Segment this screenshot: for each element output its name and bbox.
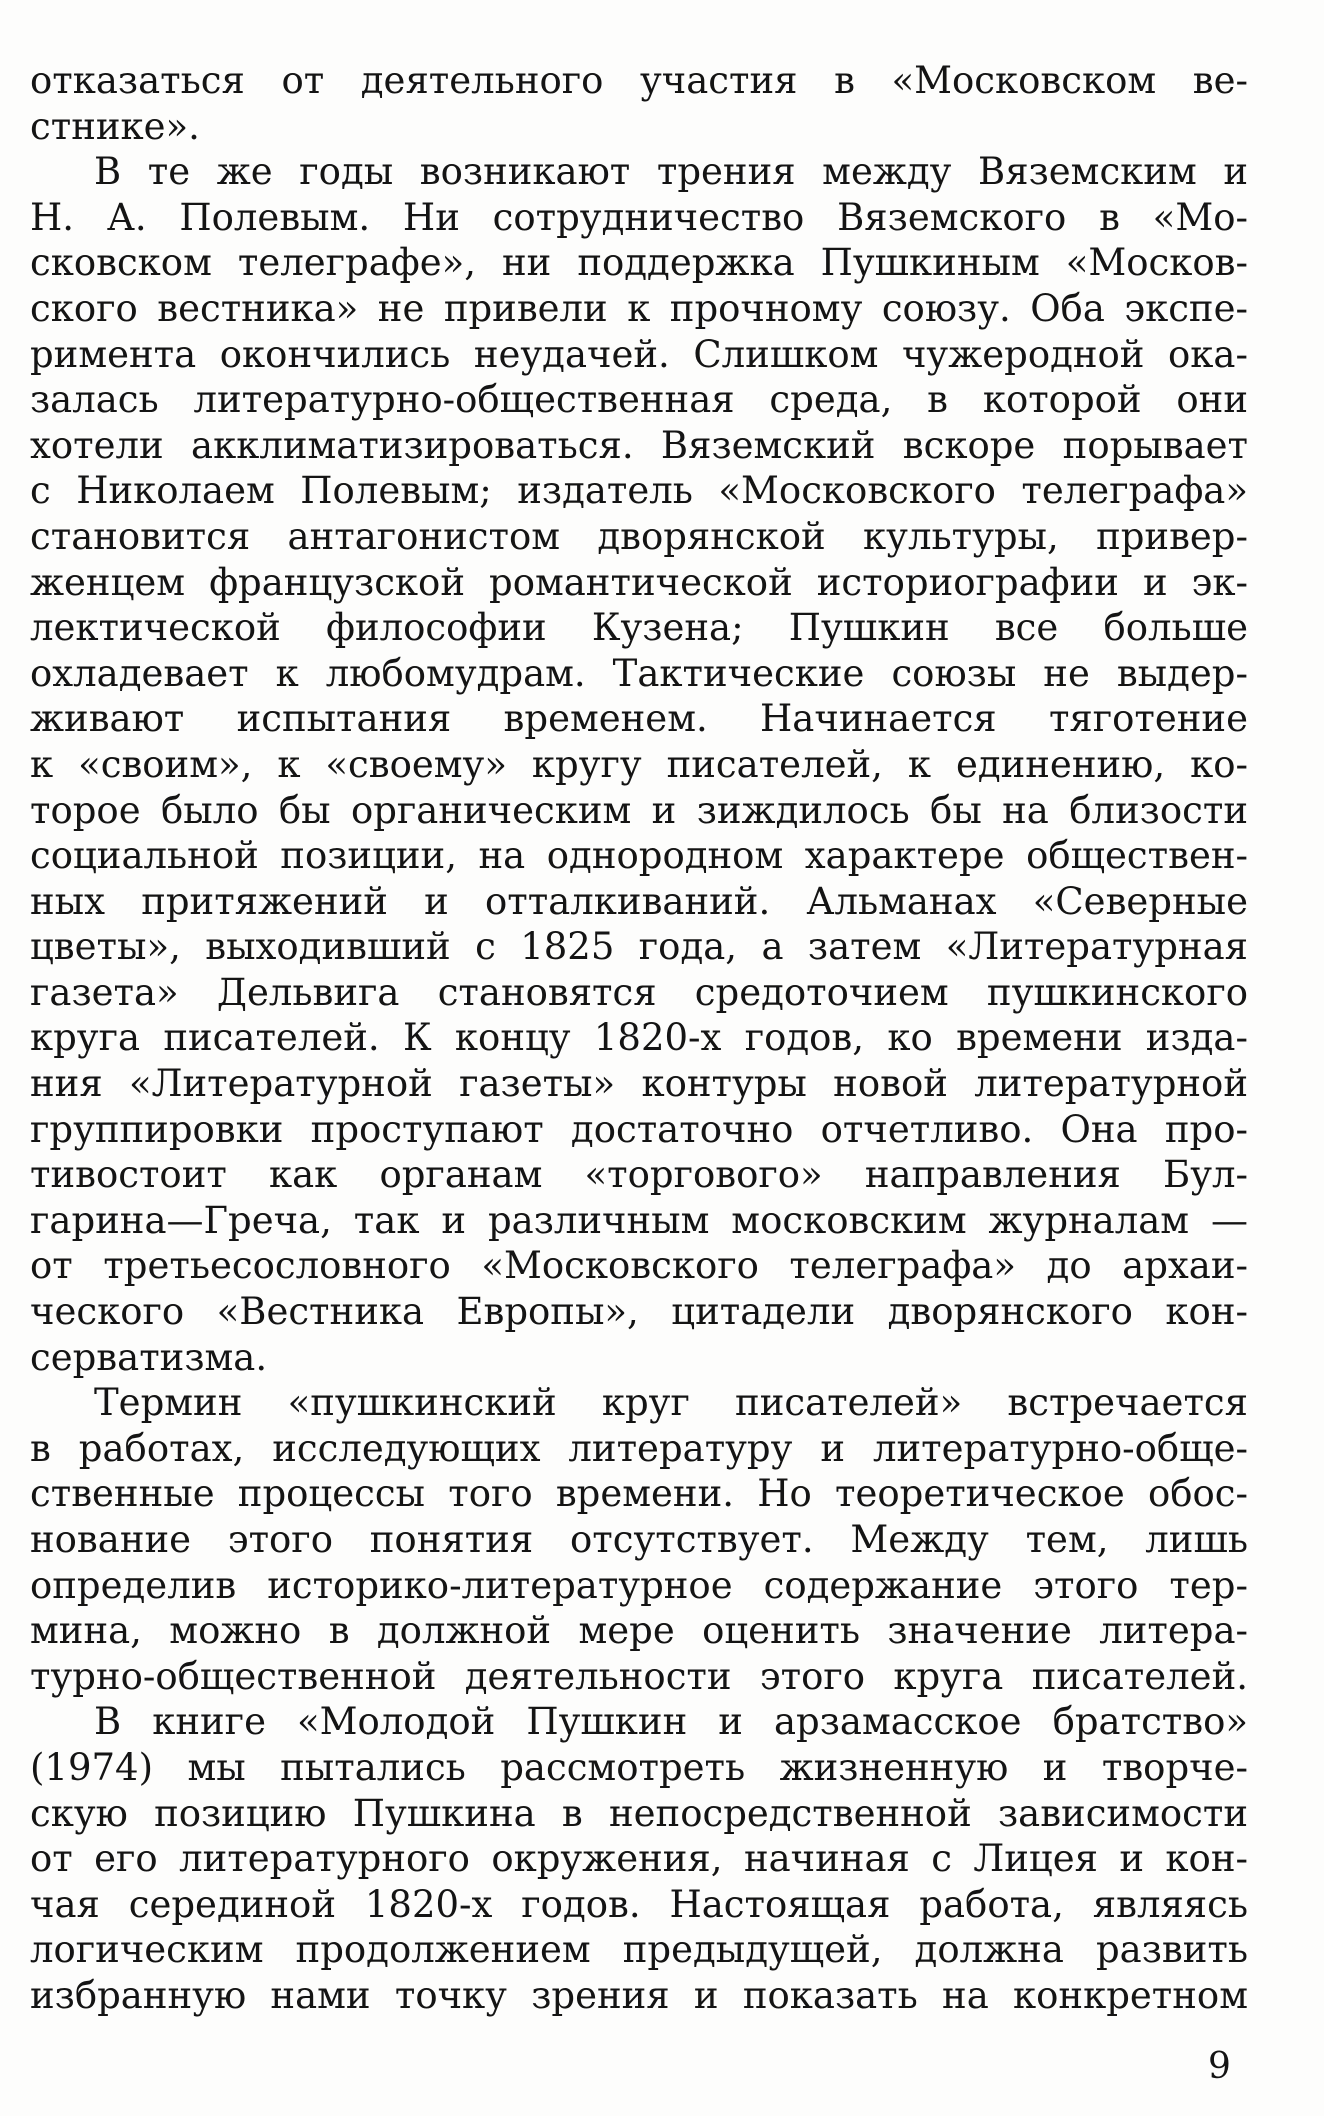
text-line: в работах, исследующих литературу и литературно-обще- [30,1426,1248,1470]
text-line: Н. А. Полевым. Ни сотрудничество Вяземского в «Мо- [30,195,1248,239]
text-line: римента окончились неудачей. Слишком чужеродной ока- [30,332,1248,376]
text-line: группировки проступают достаточно отчетливо. Она про- [30,1107,1248,1151]
text-line: с Николаем Полевым; издатель «Московского телеграфа» [30,469,1248,513]
text-line: охладевает к любомудрам. Тактические союзы не выдер- [30,651,1248,695]
text-line: живают испытания временем. Начинается тяготение [30,697,1248,741]
text-line: ческого «Вестника Европы», цитадели дворянского кон- [30,1290,1248,1334]
text-line: цветы», выходивший с 1825 года, а затем «Литературная [30,925,1248,969]
text-line: гарина—Греча, так и различным московским журналам — [30,1198,1248,1242]
text-line: нование этого понятия отсутствует. Между тем, лишь [30,1518,1248,1561]
text-line: определив историко-литературное содержание этого тер- [30,1563,1248,1607]
text-line: к «своим», к «своему» кругу писателей, к единению, ко- [30,742,1248,786]
paragraph-start-line: В те же годы возникают трения между Вяземским и [94,150,1248,194]
text-line: серватизма. [30,1335,268,1379]
text-line: социальной позиции, на однородном характере обществен- [30,834,1248,878]
text-line: сковском телеграфе», ни поддержка Пушкиным «Москов- [30,241,1248,285]
text-line: ных притяжений и отталкиваний. Альманах «Северные [30,879,1248,923]
paragraph-start-line: Термин «пушкинский круг писателей» встречается [94,1381,1248,1425]
text-line: отказаться от деятельного участия в «Московском ве- [30,59,1248,102]
text-line: стнике». [30,104,200,148]
text-line: ния «Литературной газеты» контуры новой литературной [30,1062,1248,1106]
text-line: газета» Дельвига становятся средоточием пушкинского [30,970,1248,1014]
text-line: круга писателей. К концу 1820-х годов, ко времени изда- [30,1016,1248,1060]
text-line: ственные процессы того времени. Но теоретическое обос- [30,1472,1248,1516]
text-line: турно-общественной деятельности этого круга писателей. [30,1654,1248,1698]
body-text [30,58,1248,2019]
text-line: залась литературно-общественная среда, в которой они [30,378,1248,422]
paragraph-start-line: В книге «Молодой Пушкин и арзамасское братство» [94,1700,1248,1744]
text-line: торое было бы органическим и зиждилось бы на близости [30,788,1248,832]
text-line: хотели акклиматизироваться. Вяземский вскоре порывает [30,423,1248,467]
text-line: мина, можно в должной мере оценить значение литера- [30,1609,1248,1653]
text-line: становится антагонистом дворянской культуры, привер- [30,514,1248,558]
text-line: женцем французской романтической историографии и эк- [30,560,1248,604]
text-line: ского вестника» не привели к прочному союзу. Оба экспе- [30,286,1248,330]
text-line: от его литературного окружения, начиная с Лицея и кон- [30,1837,1248,1881]
text-line: избранную нами точку зрения и показать на конкретном [30,1973,1248,2017]
text-line: от третьесословного «Московского телеграфа» до архаи- [30,1244,1248,1288]
text-line: логическим продолжением предыдущей, должна развить [30,1928,1248,1972]
text-line: (1974) мы пытались рассмотреть жизненную и творче- [30,1745,1248,1789]
text-line: скую позицию Пушкина в непосредственной зависимости [30,1791,1248,1835]
text-line: тивостоит как органам «торгового» направления Бул- [30,1153,1248,1197]
page-number: 9 [1208,2046,1231,2087]
text-line: чая серединой 1820-х годов. Настоящая работа, являясь [30,1882,1248,1926]
text-line: лектической философии Кузена; Пушкин все больше [30,606,1248,650]
